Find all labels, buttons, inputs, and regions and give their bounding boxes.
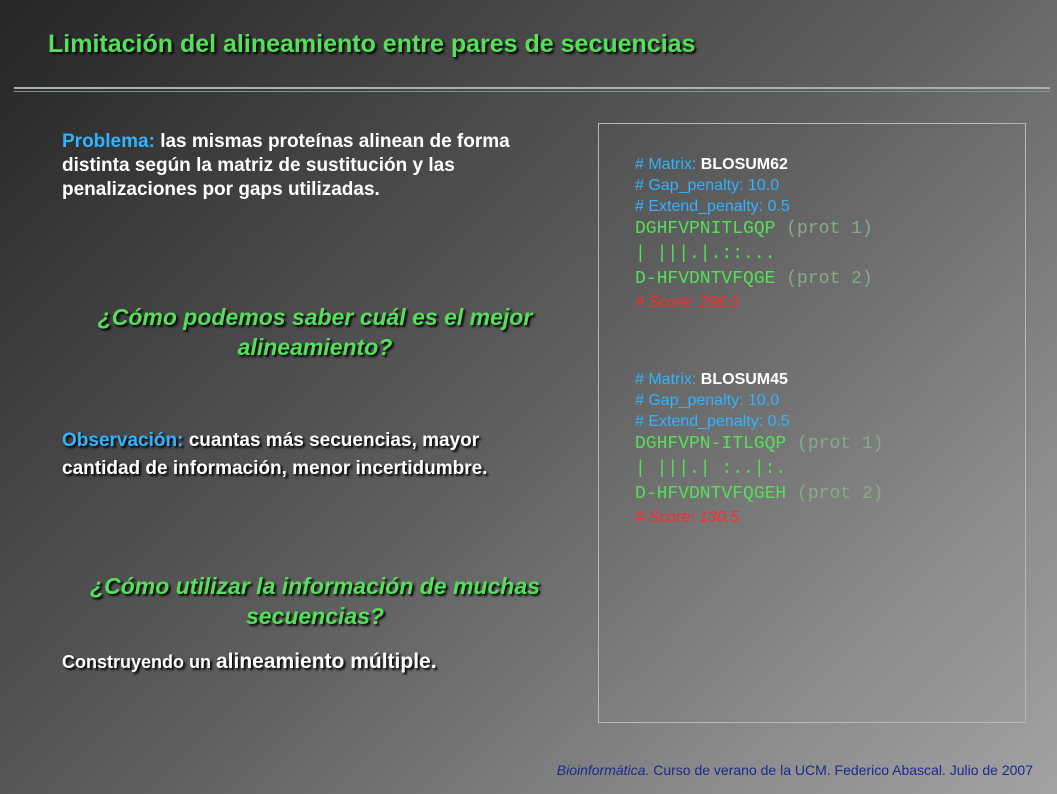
- title-divider: [14, 87, 1050, 89]
- sequence-2: [635, 267, 873, 292]
- slide-title: Limitación del alineamiento entre pares de secuencias: [48, 30, 696, 58]
- sequence-2-residues: D-HFVDNTVFQGEH: [635, 484, 787, 504]
- conclusion-prefix: Construyendo un: [62, 652, 216, 672]
- observation-paragraph: [62, 427, 562, 483]
- conclusion-emphasis: alineamiento múltiple: [216, 650, 431, 673]
- score-line: # Score: 296.0: [635, 294, 740, 311]
- matrix-line: [635, 154, 873, 175]
- footer-text: Curso de verano de la UCM. Federico Abascal. Julio de 2007: [649, 762, 1033, 778]
- sequence-1: [635, 432, 883, 457]
- sequence-1-residues: DGHFVPNITLGQP: [635, 219, 776, 239]
- match-line: | |||.| :..|:.: [635, 459, 787, 479]
- alignment-panel: [598, 123, 1026, 723]
- observation-text: cuantas más secuencias, mayor cantidad de información, menor incertidumbre.: [62, 430, 488, 479]
- conclusion: [62, 650, 437, 674]
- extend-penalty-line: # Extend_penalty: 0.5: [635, 198, 790, 215]
- sequence-2-residues: D-HFVDNTVFQGE: [635, 269, 776, 289]
- footer-credit: [557, 762, 1033, 778]
- conclusion-period: .: [430, 650, 437, 673]
- score-line: # Score: 130.5: [635, 509, 740, 526]
- observation-label: Observación:: [62, 430, 184, 451]
- problem-block: [62, 130, 562, 202]
- question-many-sequences: ¿Cómo utilizar la información de muchas secuencias?: [90, 573, 540, 629]
- matrix-name: BLOSUM45: [700, 371, 788, 388]
- sequence-2-label: (prot 2): [775, 269, 873, 289]
- sequence-1-label: (prot 1): [775, 219, 873, 239]
- gap-penalty-line: # Gap_penalty: 10.0: [635, 177, 780, 194]
- sequence-1-label: (prot 1): [786, 434, 884, 454]
- sequence-1: [635, 217, 873, 242]
- problem-paragraph: [62, 130, 562, 202]
- alignment-block-1: [635, 154, 873, 314]
- sequence-2: [635, 482, 883, 507]
- title-divider-thin: [14, 91, 1050, 92]
- sequence-2-label: (prot 2): [786, 484, 884, 504]
- matrix-line: [635, 369, 883, 390]
- matrix-label: # Matrix:: [635, 156, 701, 173]
- footer-course: Bioinformática.: [556, 762, 650, 778]
- matrix-label: # Matrix:: [635, 371, 701, 388]
- question-best-alignment: ¿Cómo podemos saber cuál es el mejor alineamiento?: [97, 304, 533, 360]
- matrix-name: BLOSUM62: [700, 156, 788, 173]
- problem-label: Problema:: [62, 131, 155, 152]
- alignment-block-2: [635, 369, 883, 529]
- match-line: | |||.|.::...: [635, 244, 776, 264]
- extend-penalty-line: # Extend_penalty: 0.5: [635, 413, 790, 430]
- problem-text: las mismas proteínas alinean de forma distinta según la matriz de sustitución y las penalizaciones por gaps utilizadas.: [62, 131, 510, 200]
- gap-penalty-line: # Gap_penalty: 10.0: [635, 392, 780, 409]
- sequence-1-residues: DGHFVPN-ITLGQP: [635, 434, 787, 454]
